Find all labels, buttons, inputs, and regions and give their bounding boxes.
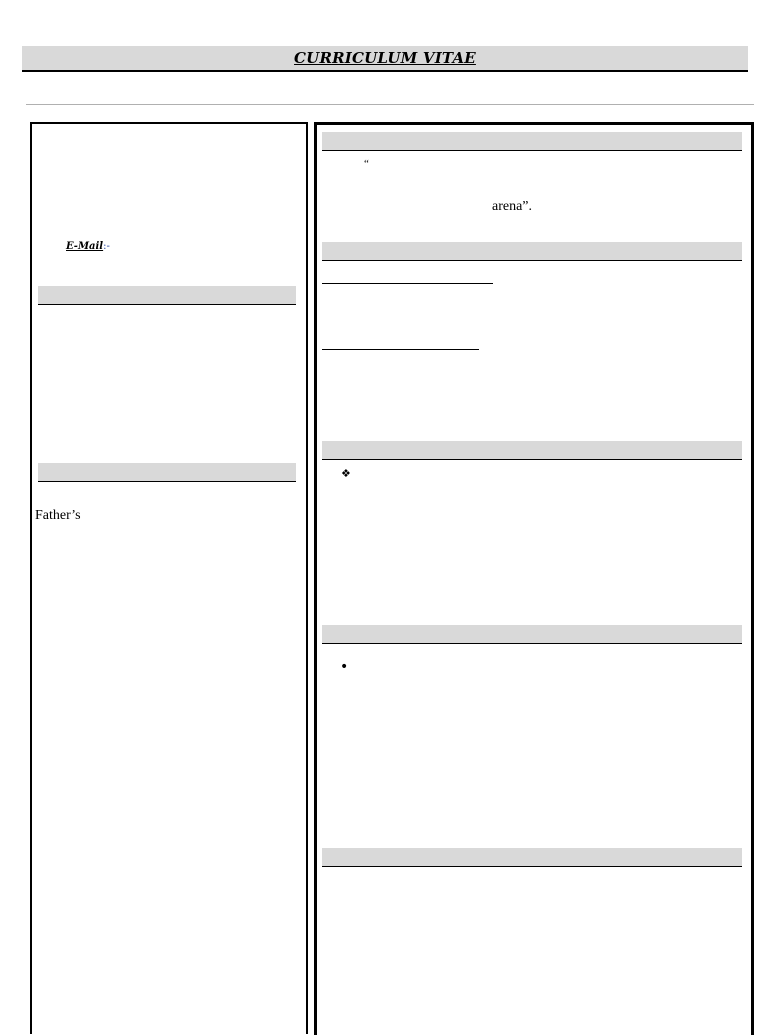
- right-section-bar-2: [322, 242, 742, 261]
- objective-open-quote: “: [364, 158, 369, 170]
- subheading-underline-2: [322, 349, 479, 350]
- right-section-bar-3: [322, 441, 742, 460]
- right-section-bar-4: [322, 625, 742, 644]
- email-line: [66, 241, 110, 252]
- left-section-bar-1: [38, 286, 296, 305]
- diamond-bullet-icon: ❖: [341, 467, 351, 480]
- subheading-underline-1: [322, 283, 493, 284]
- right-section-bar-5: [322, 848, 742, 867]
- objective-tail-text: arena”.: [492, 199, 533, 214]
- fathers-name-label: Father’s: [35, 508, 81, 523]
- title-band: [22, 46, 748, 72]
- left-section-bar-2: [38, 463, 296, 482]
- left-column-box: [30, 122, 308, 1034]
- round-bullet-icon: •: [340, 659, 349, 675]
- horizontal-rule: [26, 104, 754, 105]
- email-label: E-Mail: [66, 241, 104, 252]
- email-separator: :-: [103, 241, 110, 252]
- right-section-bar-1: [322, 132, 742, 151]
- page-title: CURRICULUM VITAE: [294, 49, 476, 67]
